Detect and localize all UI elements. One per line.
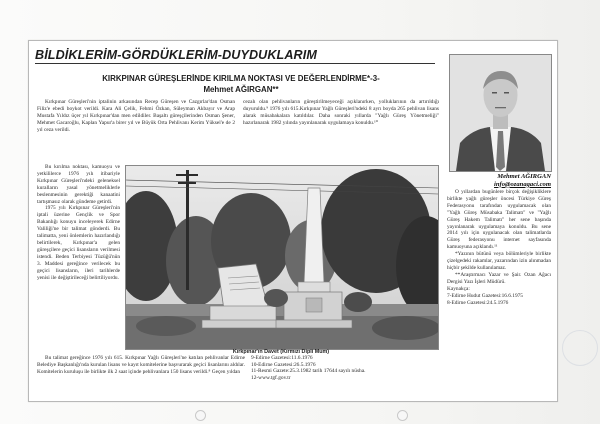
faded-seal-watermark xyxy=(562,330,598,366)
author-portrait xyxy=(449,54,552,172)
source-item: 10-Edirne Gazetesi:26.5.1976 xyxy=(251,361,316,368)
source-item: 8-Edirne Gazetesi:24.5.1976 xyxy=(447,299,509,306)
monument-photo-image xyxy=(126,166,438,349)
paragraph: 1975 yılı Kırkpınar Güreşleri'nin iptali üzerine Gençlik ve Spor Bakanlığı konuyu inceleyerek Edirne Valiliği'ne bir talimat gönderdi. Bu talimatta, yeni önlemlerin hazırlandığı belirtilerek, Kırkpınar'a gelen güreşçilere geçici lisansların verilmesi istendi. Beden Terbiyesi Tüzüğü'nün 3. Maddesi gereğince verilecek bu geçici lisansların, ileri tarihlerde yenisi ile değiştirileceği belirtiliyordu. xyxy=(37,205,120,281)
newspaper-clipping xyxy=(28,40,558,402)
source-item: 7-Edirne Hudut Gazetesi:16.6.1975 xyxy=(447,292,523,299)
paragraph: Bu kırılma noktası, kamuoyu ve yetkililerce 1976 yılı itibariyle Kırkpınar Güreşleri'ndeki geleneksel kuralların yasal yönetmeliklerle beslenmesinin gerektiği kanaatini tartışmasız olarak gündeme getirdi. xyxy=(37,164,120,205)
footnote: *Yazının bütünü veya bölümleriyle birlikte çizelgedeki rakamlar, yazarından izin alınmadan hiçbir şekilde kullanılamaz. xyxy=(447,251,551,271)
paragraph: cezalı olan pehlivanların güreştirilmeyeceği açıklanırken, yolluklarının da artırıldığı duyuruldu.⁹ 1976 yılı 615.Kırkpınar Yağlı Güreşleri'ndeki 8 ayrı boyda 265 pehlivan lisans alarak müsabakalara katıldılar. Daha sonraki yıllarda "Yağlı Güreş Yönetmeliği" hazırlanarak 1982 yılında yayınlanarak uygulamaya konuldu.¹⁰ xyxy=(243,99,439,126)
article-column-1 xyxy=(37,164,120,356)
footnote: **Araştırmacı Yazar ve Şair. Ozan Ağacı Dergisi Yazı İşleri Müdürü. xyxy=(447,271,551,285)
monument-photo xyxy=(125,165,439,350)
article-column-1-top xyxy=(37,99,235,157)
source-item[interactable]: 12-www.tgf.gov.tr xyxy=(251,375,291,382)
headline-author: Mehmet AĞIRGAN** xyxy=(203,85,279,94)
source-item: 11-Resmi Gazete:25.3.1982 tarih 17644 sayılı nüsha. xyxy=(251,368,366,375)
sources-list xyxy=(251,355,439,399)
photo-caption: Kırkpınar'ın Davet (Kırmızı Dipli Mum) xyxy=(232,349,330,355)
byline-email[interactable]: info@ozanagaci.com xyxy=(494,180,551,188)
paragraph: Bu talimat gereğince 1976 yılı 615. Kırkpınar Yağlı Güreşleri'ne katılan pehlivanlar Edirne Belediye Başkanlığı'nda kurulan lisans ve kayıt komitelerine başvurarak geçici lisanlarını aldılar. Komitelerin kuruluşu ile birlikte ilk 2 saat içinde pehlivanlara 150 lisans verildi.⁸ Geçen yıldan xyxy=(37,355,245,375)
banner-rule xyxy=(35,63,435,64)
byline-name: Mehmet AĞIRGAN xyxy=(497,173,551,180)
article-column-bottom xyxy=(37,355,245,399)
binder-hole xyxy=(397,410,408,421)
binder-hole xyxy=(195,410,206,421)
article-headline xyxy=(43,73,439,95)
article-column-3 xyxy=(447,189,551,397)
author-byline xyxy=(447,173,551,188)
source-item: 9-Edirne Gazetesi:11.6.1976 xyxy=(251,355,313,361)
headline-title: KIRKPINAR GÜREŞLERİNDE KIRILMA NOKTASI VE DEĞERLENDİRME*-3- xyxy=(102,74,380,83)
sources-title: Kaynakça: xyxy=(447,285,470,292)
paragraph: Kırkpınar Güreşleri'nin iptalinin arkasından Recep Güreşen ve Cazgırlar'dan Osman Filiz'e ebedi boykot verildi. Kara Ali Çelik, Fehmi Özkan, Süleyman Akbayır ve Arap Mustafa Yıldız üçer yıl Kırkpınar'dan men edildiler. Başaltı güreşçilerinden Osman Şener, Mehmet Gacaroğlu, Kaplan Yapur'a birer yıl ve Büyük Orta Pehlivanı Kerim Yüksel'e de 2 yıl ceza verildi. xyxy=(37,99,235,133)
article-column-2-top xyxy=(243,99,439,159)
paragraph: O yıllardan bugünlere birçok değişikliklere birlikte yağlı güreşler öncesi Türkiye Güreş Federasyonu tarafından uygulamacak olan "Yağlı Güreş Müsabaka Talimatı" ve "Yağlı Güreş Hakem Talimatı" her sene başında yayınlanarak uygulamaya konuldu. Bu sene 2014 yılı için uygulanacak olan talimatlarda Güreş federasyonu internet sayfasında kamuoyuna açıklandı.¹¹ xyxy=(447,189,551,251)
author-portrait-image xyxy=(450,55,551,171)
section-banner: BİLDİKLERİM-GÖRDÜKLERİM-DUYDUKLARIM xyxy=(35,48,317,62)
